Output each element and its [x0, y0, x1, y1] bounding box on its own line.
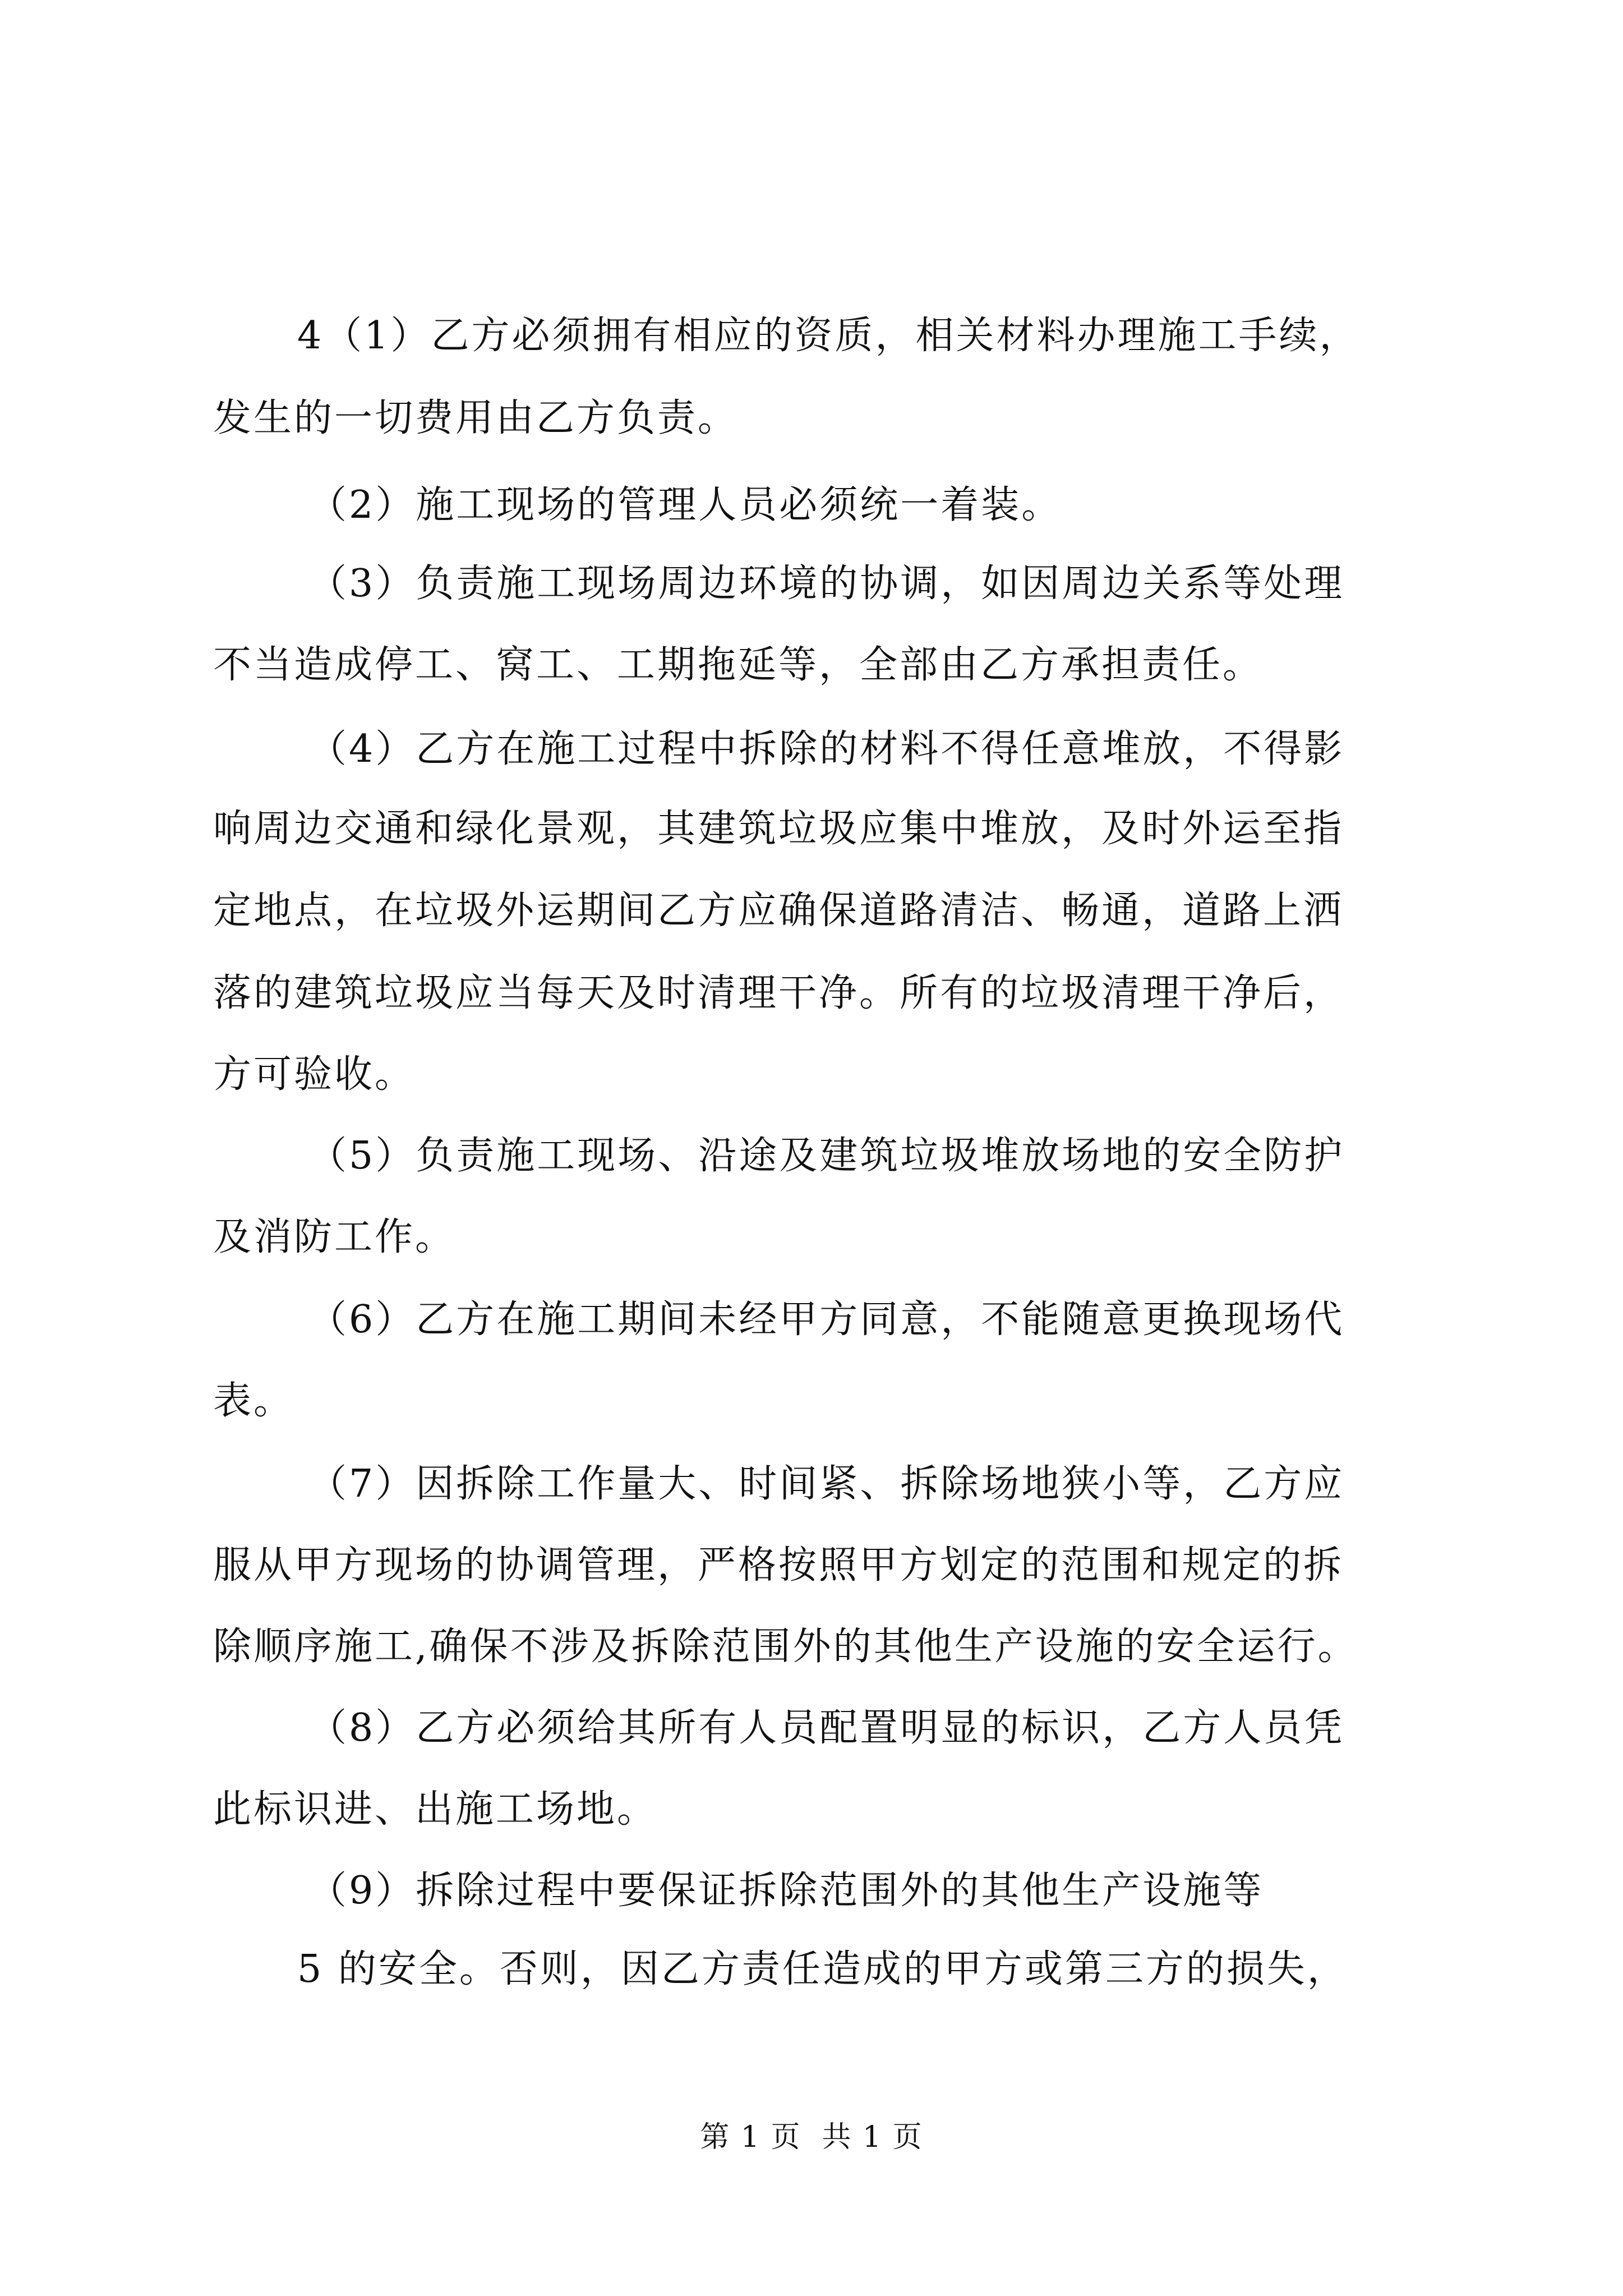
text-line-4: （3）负责施工现场周边环境的协调，如因周边关系等处理 — [308, 562, 1345, 606]
text-line-16: 服从甲方现场的协调管理，严格按照甲方划定的范围和规定的拆 — [213, 1543, 1344, 1588]
text-line-11: （5）负责施工现场、沿途及建筑垃圾堆放场地的安全防护 — [308, 1134, 1345, 1178]
text-line-19: 此标识进、出施工场地。 — [213, 1787, 658, 1832]
text-line-8: 定地点，在垃圾外运期间乙方应确保道路清洁、畅通，道路上洒 — [213, 889, 1344, 933]
page-footer: 第 1 页 共 1 页 — [700, 2120, 923, 2154]
text-line-1: 4（1）乙方必须拥有相应的资质，相关材料办理施工手续， — [297, 314, 1360, 358]
text-line-6: （4）乙方在施工过程中拆除的材料不得任意堆放，不得影 — [308, 727, 1345, 771]
text-line-14: 表。 — [213, 1379, 294, 1423]
text-line-13: （6）乙方在施工期间未经甲方同意，不能随意更换现场代 — [308, 1297, 1345, 1342]
text-line-15: （7）因拆除工作量大、时间紧、拆除场地狭小等，乙方应 — [308, 1462, 1345, 1506]
text-line-9: 落的建筑垃圾应当每天及时清理干净。所有的垃圾清理干净后， — [213, 971, 1344, 1015]
text-line-10: 方可验收。 — [213, 1052, 416, 1097]
text-line-3: （2）施工现场的管理人员必须统一着装。 — [308, 483, 1062, 527]
text-line-5: 不当造成停工、窝工、工期拖延等，全部由乙方承担责任。 — [213, 643, 1264, 687]
text-line-21: 5 的安全。否则，因乙方责任造成的甲方或第三方的损失， — [297, 1947, 1348, 1991]
text-line-12: 及消防工作。 — [213, 1215, 456, 1259]
text-line-7: 响周边交通和绿化景观，其建筑垃圾应集中堆放，及时外运至指 — [213, 807, 1344, 851]
text-line-17: 除顺序施工,确保不涉及拆除范围外的其他生产设施的安全运行。 — [213, 1625, 1358, 1669]
text-line-20: （9）拆除过程中要保证拆除范围外的其他生产设施等 — [308, 1869, 1264, 1913]
text-line-18: （8）乙方必须给其所有人员配置明显的标识，乙方人员凭 — [308, 1706, 1345, 1750]
text-line-2: 发生的一切费用由乙方负责。 — [213, 396, 739, 440]
